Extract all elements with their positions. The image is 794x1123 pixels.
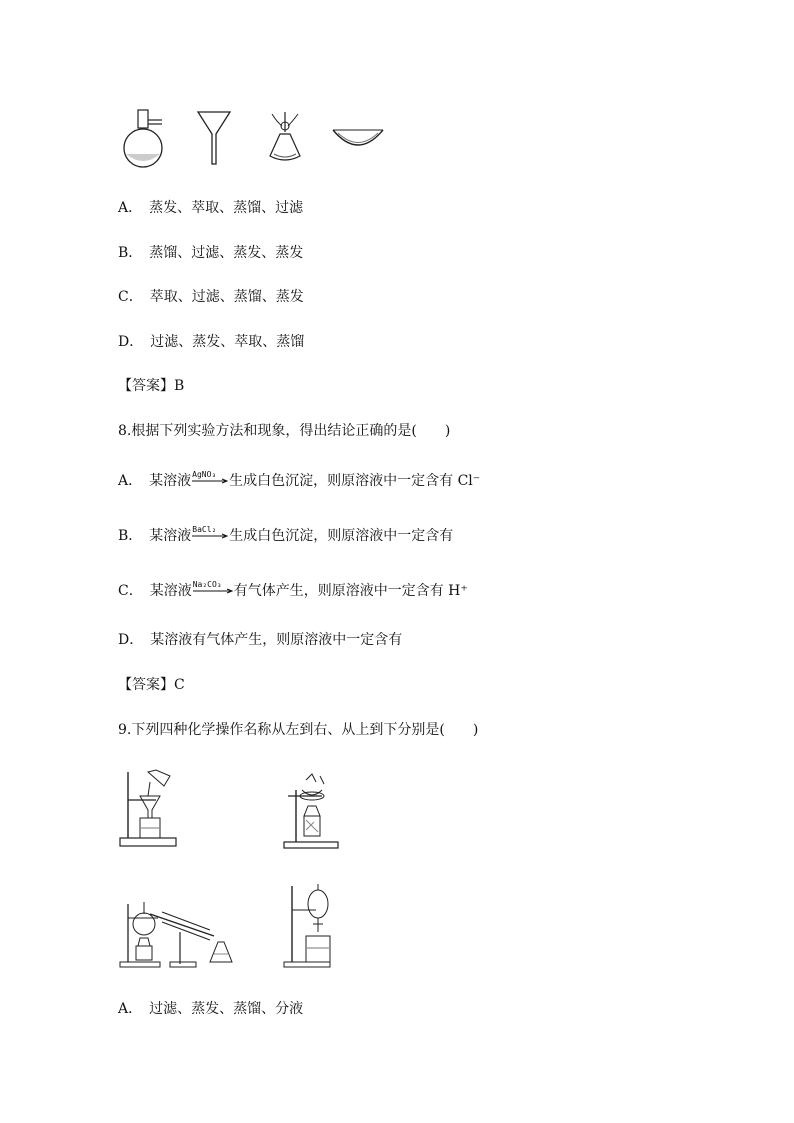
option-c <box>118 581 468 601</box>
evaporating-dish-icon <box>330 124 386 158</box>
option-subject: 某溶液 <box>149 528 192 544</box>
option-a <box>118 198 303 218</box>
option-a <box>118 471 480 491</box>
option-letter: D． <box>118 632 137 648</box>
question-9-stem: 9.下列四种化学操作名称从左到右、从上到下分别是( ) <box>118 722 479 738</box>
option-result: 有气体产生，则原溶液中一定含有 H⁺ <box>233 583 468 599</box>
answer-label: 【答案】 <box>118 378 174 394</box>
answer-value: C <box>174 677 185 693</box>
arrow-icon <box>193 589 233 595</box>
option-letter: D． <box>118 334 137 350</box>
option-d <box>118 332 304 352</box>
option-letter: A． <box>118 200 136 216</box>
option-text: 蒸馏、过滤、蒸发、蒸发 <box>149 245 304 261</box>
option-letter: A． <box>118 1001 136 1017</box>
distillation-flask-icon <box>262 108 308 170</box>
arrow-icon <box>192 479 228 485</box>
reagent-arrow <box>192 526 228 546</box>
option-letter: B． <box>118 245 136 261</box>
option-letter: C． <box>118 583 136 599</box>
evaporation-setup-icon <box>282 770 342 856</box>
round-bottom-flask-icon <box>118 108 168 172</box>
option-letter: B． <box>118 528 136 544</box>
option-text: 某溶液有气体产生，则原溶液中一定含有 <box>150 632 403 648</box>
option-d <box>118 630 402 650</box>
arrow-icon <box>192 534 228 540</box>
answer-value: B <box>174 378 185 394</box>
option-result: 生成白色沉淀，则原溶液中一定含有 <box>229 528 454 544</box>
separatory-funnel-setup-icon <box>282 880 342 974</box>
answer-q7 <box>118 376 184 396</box>
option-letter: A． <box>118 473 136 489</box>
option-b <box>118 243 303 263</box>
option-result: 生成白色沉淀，则原溶液中一定含有 Cl⁻ <box>229 473 481 489</box>
option-subject: 某溶液 <box>149 583 192 599</box>
option-c <box>118 287 304 307</box>
option-text: 过滤、蒸发、蒸馏、分液 <box>149 1001 304 1017</box>
reagent-arrow <box>192 471 228 491</box>
answer-label: 【答案】 <box>118 677 174 693</box>
reagent-label: BaCl₂ <box>192 525 217 534</box>
option-text: 萃取、过滤、蒸馏、蒸发 <box>149 289 304 305</box>
reagent-arrow <box>193 581 233 601</box>
reagent-label: AgNO₃ <box>192 470 217 479</box>
option-a <box>118 999 303 1019</box>
funnel-icon <box>196 110 232 170</box>
question-8-stem: 8.根据下列实验方法和现象，得出结论正确的是( ) <box>118 423 451 439</box>
option-subject: 某溶液 <box>149 473 192 489</box>
option-b <box>118 526 453 546</box>
distillation-setup-icon <box>118 884 246 974</box>
option-text: 蒸发、萃取、蒸馏、过滤 <box>149 200 304 216</box>
filtration-setup-icon <box>118 768 180 854</box>
reagent-label: Na₂CO₃ <box>192 580 222 589</box>
option-text: 过滤、蒸发、萃取、蒸馏 <box>150 334 305 350</box>
answer-q8 <box>118 675 185 695</box>
option-letter: C． <box>118 289 136 305</box>
